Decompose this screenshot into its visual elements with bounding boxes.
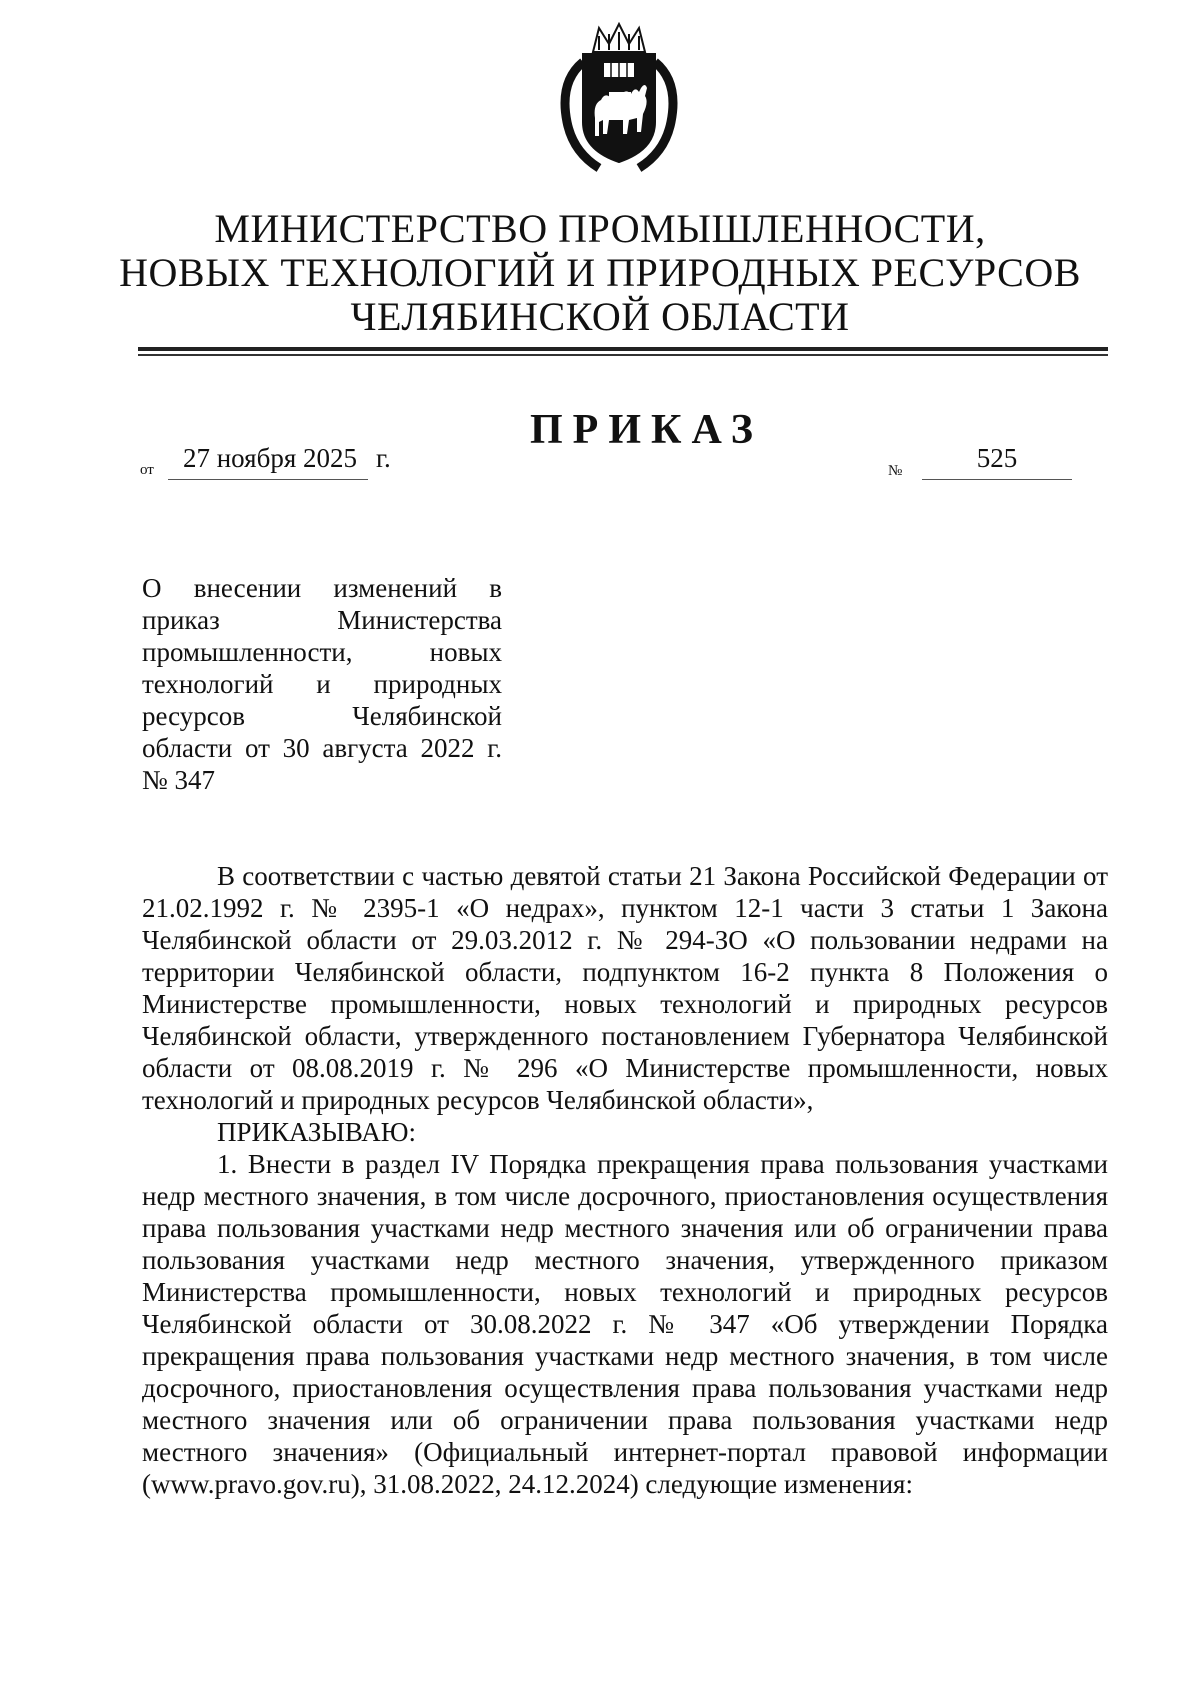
document-body: [142, 860, 1108, 1500]
ministry-title-line-3: ЧЕЛЯБИНСКОЙ ОБЛАСТИ: [350, 294, 850, 339]
ministry-title-line-1: МИНИСТЕРСТВО ПРОМЫШЛЕННОСТИ,: [214, 206, 986, 251]
header-divider-thin: [138, 354, 1108, 356]
date-prefix: от: [140, 462, 154, 478]
document-subject: [142, 572, 502, 796]
date-underline: [168, 479, 368, 480]
ministry-title-line-2: НОВЫХ ТЕХНОЛОГИЙ И ПРИРОДНЫХ РЕСУРСОВ: [119, 250, 1081, 295]
subject-line: № 347: [142, 765, 216, 795]
coat-of-arms-icon: [553, 22, 685, 174]
subject-line: О внесении изменений в: [142, 573, 502, 603]
order-word: ПРИКАЗЫВАЮ:: [217, 1117, 416, 1147]
document-date: 27 ноября 2025: [182, 443, 357, 473]
subject-line: промышленности, новых: [142, 637, 502, 667]
number-underline: [922, 479, 1072, 480]
subject-line: ресурсов Челябинской: [142, 701, 502, 731]
item-1-paragraph: 1. Внести в раздел IV Порядка прекращения права пользования участками недр местного значения, в том числе досрочного, приостановления осуществления права пользования участками недр местного значения или об ограничении права пользования участками недр местного значения, утвержденного приказом Министерства промышленности, новых технологий и природных ресурсов Челябинской области от 30.08.2022 г. № 347 «Об утверждении Порядка прекращения права пользования участками недр местного значения, в том числе досрочного, приостановления осуществления права пользования участками недр местного значения или об ограничении права пользования участками недр местного значения» (Официальный интернет-портал правовой информации (www.pravo.gov.ru), 31.08.2022, 24.12.2024) следующие изменения:: [142, 1149, 1108, 1499]
number-prefix: №: [888, 463, 903, 479]
date-suffix: г.: [376, 443, 391, 473]
document-number: 525: [976, 443, 1018, 473]
subject-line: области от 30 августа 2022 г.: [142, 733, 502, 763]
subject-line: приказ Министерства: [142, 605, 502, 635]
crown-icon: [593, 24, 645, 52]
document-type: ПРИКАЗ: [530, 407, 763, 453]
preamble-paragraph: В соответствии с частью девятой статьи 21 Закона Российской Федерации от 21.02.1992 г. № 2395-1 «О недрах», пунктом 12-1 части 3 статьи 1 Закона Челябинской области от 29.03.2012 г. № 294-ЗО «О пользовании недрами на территории Челябинской области, подпунктом 16-2 пункта 8 Положения о Министерстве промышленности, новых технологий и природных ресурсов Челябинской области, утвержденного постановлением Губернатора Челябинской области от 08.08.2019 г. № 296 «О Министерстве промышленности, новых технологий и природных ресурсов Челябинской области»,: [142, 861, 1108, 1115]
subject-line: технологий и природных: [142, 669, 502, 699]
header-divider-thick: [138, 347, 1108, 351]
